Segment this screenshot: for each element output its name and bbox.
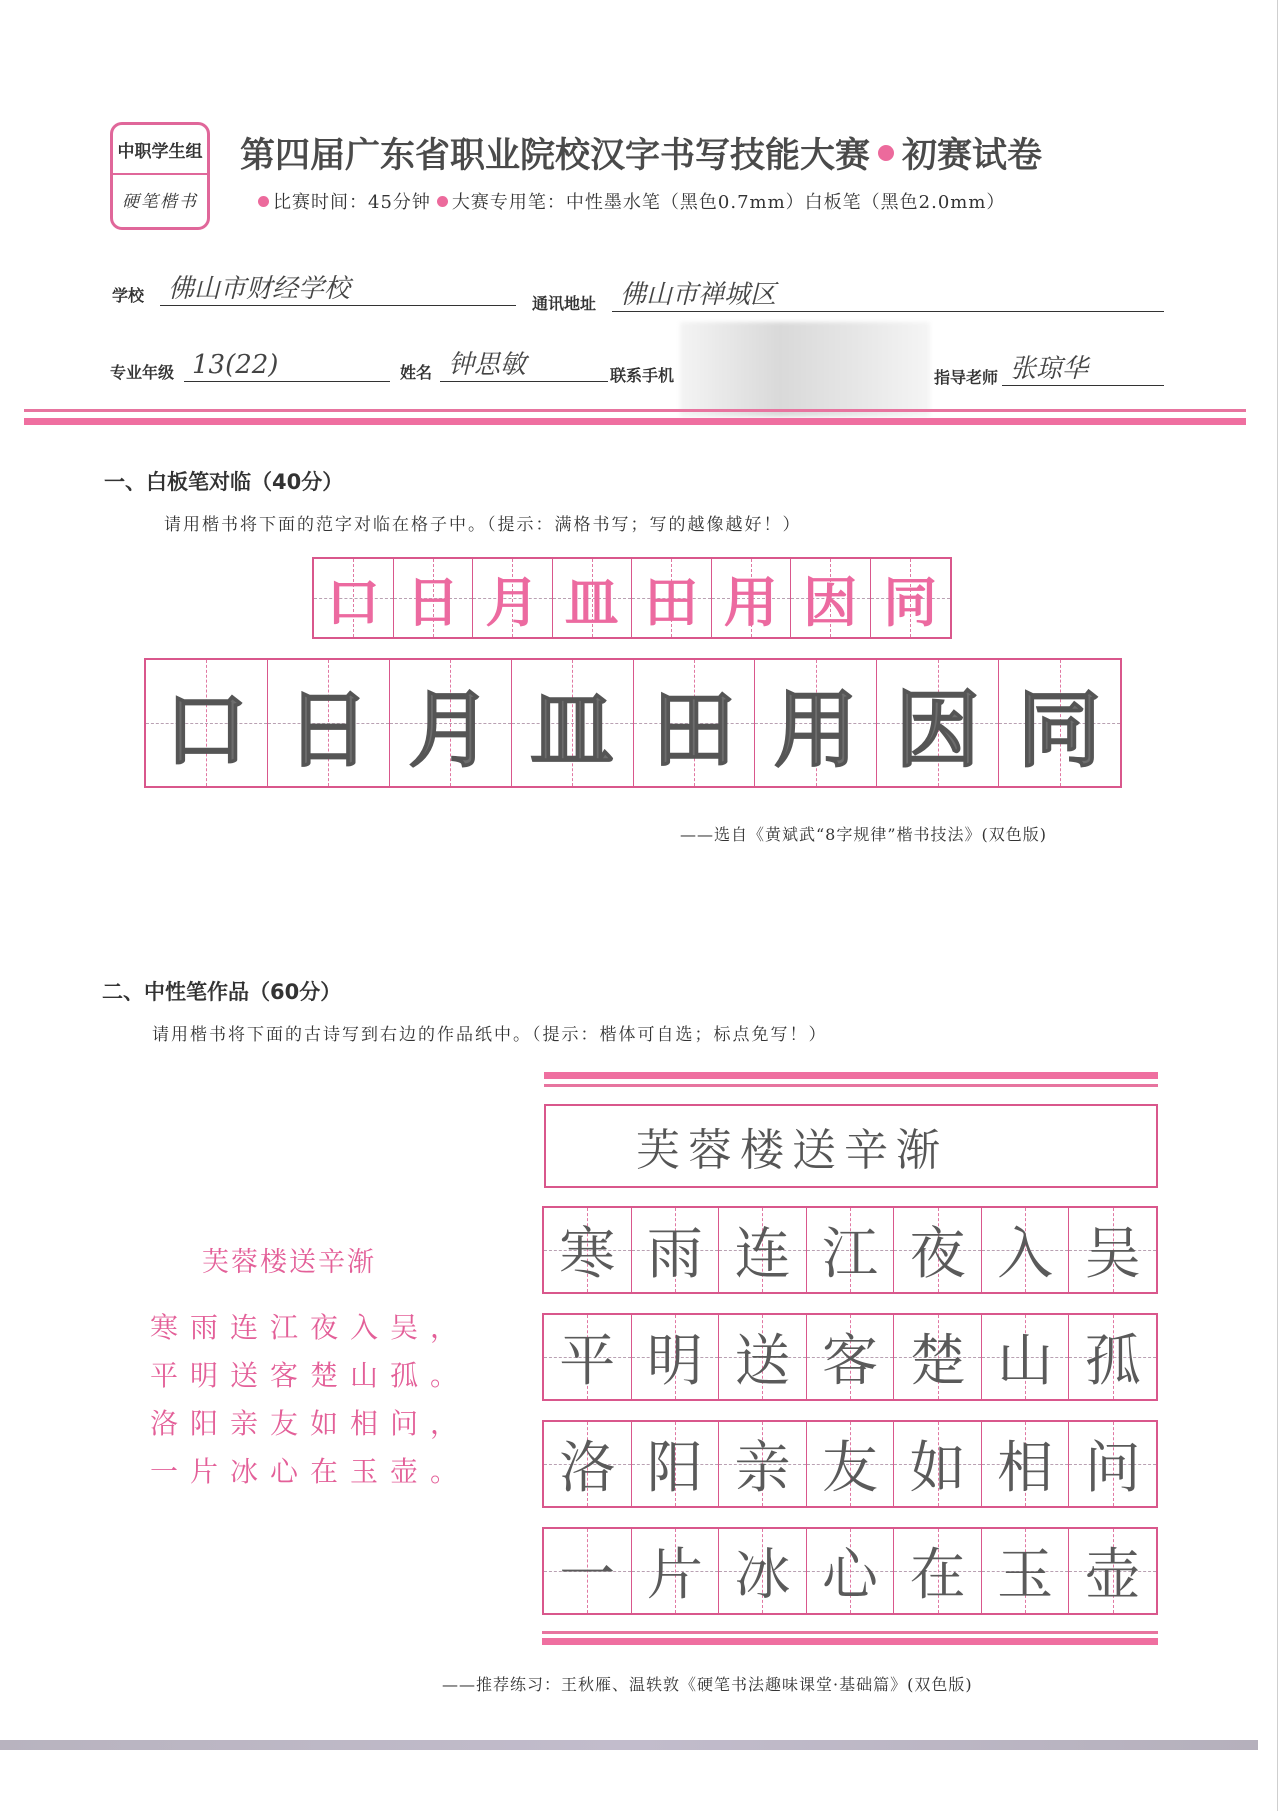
header-divider-thick [24, 418, 1246, 425]
poem-line: 平明送客楚山孤。 [150, 1359, 471, 1392]
work-cell[interactable]: 玉 [982, 1529, 1070, 1613]
model-cell: 口 [314, 559, 394, 637]
time-info: 比赛时间：45分钟 [273, 192, 431, 213]
work-row-4 [542, 1527, 1158, 1615]
pen-info: 大赛专用笔：中性墨水笔（黑色0.7mm）白板笔（黑色2.0mm） [451, 192, 1006, 213]
work-title: 芙蓉楼送辛渐 [636, 1125, 948, 1176]
writing-cell[interactable]: 田 [634, 660, 756, 786]
name-label: 姓名 [400, 363, 433, 382]
model-cell: 田 [632, 559, 712, 637]
grade-label: 专业年级 [110, 363, 175, 382]
work-cell[interactable]: 冰 [719, 1529, 807, 1613]
work-cell[interactable]: 阳 [632, 1422, 720, 1506]
section1-credit: ——选自《黄斌武“8字规律”楷书技法》(双色版) [680, 825, 1048, 844]
work-row-2 [542, 1313, 1158, 1401]
work-bottom-rule-thin [542, 1631, 1158, 1634]
page-bottom-bar [0, 1740, 1258, 1750]
writing-cell[interactable]: 用 [755, 660, 877, 786]
model-cell: 因 [791, 559, 871, 637]
model-cell: 皿 [553, 559, 633, 637]
writing-cell[interactable]: 皿 [512, 660, 634, 786]
work-cell[interactable]: 明 [632, 1315, 720, 1399]
address-label: 通讯地址 [532, 294, 597, 313]
badge-group-label: 中职学生组 [113, 125, 207, 175]
work-cell[interactable]: 问 [1069, 1422, 1156, 1506]
title-suffix: 初赛试卷 [902, 136, 1043, 176]
poem-line: 一片冰心在玉壶。 [150, 1455, 471, 1488]
writing-cell[interactable]: 月 [390, 660, 512, 786]
work-cell[interactable]: 亲 [719, 1422, 807, 1506]
grade-field[interactable]: 13(22) [184, 348, 390, 382]
work-top-rule-thin [544, 1084, 1158, 1087]
header-divider-thin [24, 409, 1246, 412]
work-title-box[interactable] [544, 1104, 1158, 1188]
writing-cell[interactable]: 日 [268, 660, 390, 786]
model-char-row [312, 557, 952, 639]
work-cell[interactable]: 一 [544, 1529, 632, 1613]
name-field[interactable]: 钟思敏 [440, 348, 608, 382]
writing-cell[interactable]: 口 [146, 660, 268, 786]
title-dot-icon [878, 145, 894, 161]
work-row-1 [542, 1206, 1158, 1294]
work-cell[interactable]: 寒 [544, 1208, 632, 1292]
bullet-icon [258, 196, 269, 207]
work-cell[interactable]: 平 [544, 1315, 632, 1399]
work-cell[interactable]: 夜 [894, 1208, 982, 1292]
work-cell[interactable]: 相 [982, 1422, 1070, 1506]
work-cell[interactable]: 客 [807, 1315, 895, 1399]
address-field[interactable]: 佛山市禅城区 [612, 278, 1164, 312]
model-cell: 同 [871, 559, 951, 637]
page-title [240, 128, 1042, 178]
work-cell[interactable]: 片 [632, 1529, 720, 1613]
section2-title: 二、中性笔作品（60分） [102, 980, 342, 1004]
work-cell[interactable]: 壶 [1069, 1529, 1156, 1613]
model-cell: 用 [712, 559, 792, 637]
poem-line: 寒雨连江夜入吴， [150, 1311, 471, 1344]
section2-credit: ——推荐练习：王秋雁、温轶敦《硬笔书法趣味课堂·基础篇》(双色版) [442, 1675, 973, 1694]
phone-label: 联系手机 [610, 366, 675, 385]
work-bottom-rule-thick [542, 1638, 1158, 1645]
school-field[interactable]: 佛山市财经学校 [160, 272, 516, 306]
work-cell[interactable]: 雨 [632, 1208, 720, 1292]
work-cell[interactable]: 在 [894, 1529, 982, 1613]
work-cell[interactable]: 山 [982, 1315, 1070, 1399]
work-cell[interactable]: 连 [719, 1208, 807, 1292]
category-badge [110, 122, 210, 230]
writing-cell[interactable]: 同 [999, 660, 1120, 786]
model-cell: 月 [473, 559, 553, 637]
section1-instruction: 请用楷书将下面的范字对临在格子中。（提示：满格书写；写的越像越好！） [164, 515, 802, 535]
bullet-icon [437, 196, 448, 207]
writing-cell[interactable]: 因 [877, 660, 999, 786]
school-label: 学校 [112, 286, 145, 305]
work-cell[interactable]: 洛 [544, 1422, 632, 1506]
work-cell[interactable]: 吴 [1069, 1208, 1156, 1292]
work-cell[interactable]: 如 [894, 1422, 982, 1506]
work-cell[interactable]: 入 [982, 1208, 1070, 1292]
teacher-label: 指导老师 [934, 368, 999, 387]
badge-style-label: 硬笔楷书 [122, 191, 198, 212]
work-cell[interactable]: 送 [719, 1315, 807, 1399]
work-row-3 [542, 1420, 1158, 1508]
page-edge [1277, 0, 1278, 1811]
work-cell[interactable]: 友 [807, 1422, 895, 1506]
section2-instruction: 请用楷书将下面的古诗写到右边的作品纸中。（提示：楷体可自选；标点免写！） [152, 1025, 828, 1045]
title-main: 第四届广东省职业院校汉字书写技能大赛 [240, 136, 871, 176]
teacher-field[interactable]: 张琼华 [1002, 352, 1164, 386]
phone-field-redacted [680, 322, 930, 417]
work-cell[interactable]: 江 [807, 1208, 895, 1292]
work-cell[interactable]: 心 [807, 1529, 895, 1613]
section1-title: 一、白板笔对临（40分） [104, 470, 344, 494]
work-cell[interactable]: 孤 [1069, 1315, 1156, 1399]
poem-line: 洛阳亲友如相问， [150, 1407, 471, 1440]
model-cell: 日 [394, 559, 474, 637]
exam-info [258, 188, 1005, 214]
poem-title: 芙蓉楼送辛渐 [202, 1247, 376, 1278]
writing-grid-row [144, 658, 1122, 788]
work-cell[interactable]: 楚 [894, 1315, 982, 1399]
work-top-rule-thick [544, 1072, 1158, 1079]
